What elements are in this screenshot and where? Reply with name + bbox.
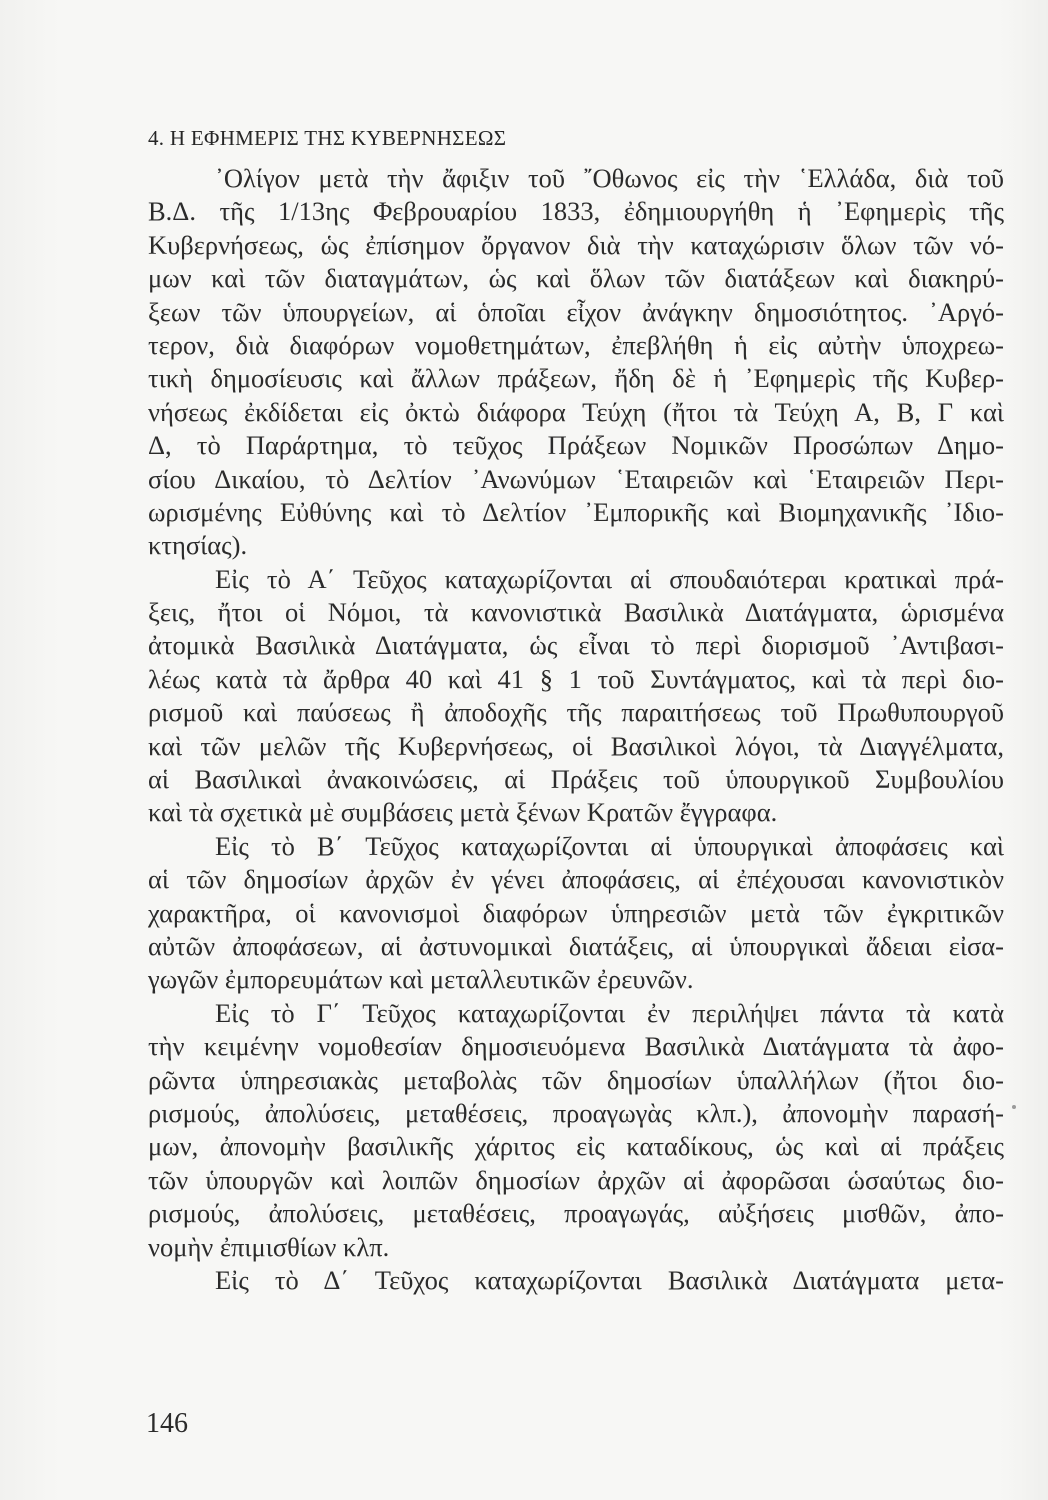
section-heading: 4. Η ΕΦΗΜΕΡΙΣ ΤΗΣ ΚΥΒΕΡΝΗΣΕΩΣ bbox=[148, 126, 507, 150]
text-line: τικὴ δημοσίευσις καὶ ἄλλων πράξεων, ἤδη δὲ ἡ ᾿Εφημερὶς τῆς Κυβερ- bbox=[148, 363, 1004, 394]
text-line: κτησίας). bbox=[148, 530, 248, 561]
text-line: τὴν κειμένην νομοθεσίαν δημοσιευόμενα Βασιλικὰ Διατάγματα τὰ ἀφο- bbox=[148, 1031, 1004, 1062]
text-line: Εἰς τὸ Α΄ Τεῦχος καταχωρίζονται αἱ σπουδαιότεραι κρατικαὶ πρά- bbox=[215, 563, 1004, 594]
text-line: Β.Δ. τῆς 1/13ης Φεβρουαρίου 1833, ἐδημιουργήθη ἡ ᾿Εφημερὶς τῆς bbox=[148, 196, 1004, 227]
text-line: ᾿Ολίγον μετὰ τὴν ἄφιξιν τοῦ ῎Οθωνος εἰς τὴν ῾Ελλάδα, διὰ τοῦ bbox=[215, 163, 1004, 193]
text-line: ξεις, ἤτοι οἱ Νόμοι, τὰ κανονιστικὰ Βασιλικὰ Διατάγματα, ὡρισμένα bbox=[148, 597, 1004, 628]
text-line: λέως κατὰ τὰ ἄρθρα 40 καὶ 41 § 1 τοῦ Συντάγματος, καὶ τὰ περὶ διο- bbox=[148, 663, 1004, 694]
text-line: Κυβερνήσεως, ὡς ἐπίσημον ὄργανον διὰ τὴν καταχώρισιν ὅλων τῶν νό- bbox=[148, 229, 1004, 260]
text-line: τῶν ὑπουργῶν καὶ λοιπῶν δημοσίων ἀρχῶν αἱ ἀφορῶσαι ὡσαύτως διο- bbox=[148, 1164, 1004, 1195]
text-line: ξεων τῶν ὑπουργείων, αἱ ὁποῖαι εἶχον ἀνάγκην δημοσιότητος. ᾿Αργό- bbox=[148, 296, 1004, 327]
text-line: νομὴν ἐπιμισθίων κλπ. bbox=[148, 1231, 390, 1262]
text-line: ρισμούς, ἀπολύσεις, μεταθέσεις, προαγωγάς, αὐξήσεις μισθῶν, ἀπο- bbox=[148, 1198, 1004, 1229]
text-line: σίου Δικαίου, τὸ Δελτίον ᾿Ανωνύμων ῾Εταιρειῶν καὶ ῾Εταιρειῶν Περι- bbox=[148, 463, 1004, 494]
text-line: καὶ τῶν μελῶν τῆς Κυβερνήσεως, οἱ Βασιλικοὶ λόγοι, τὰ Διαγγέλματα, bbox=[148, 730, 1004, 761]
text-line: Εἰς τὸ Γ΄ Τεῦχος καταχωρίζονται ἐν περιλήψει πάντα τὰ κατὰ bbox=[215, 997, 1004, 1028]
text-line: τερον, διὰ διαφόρων νομοθετημάτων, ἐπεβλήθη ἡ εἰς αὐτὴν ὑποχρεω- bbox=[148, 329, 1004, 360]
text-line: μων, ἀπονομὴν βασιλικῆς χάριτος εἰς καταδίκους, ὡς καὶ αἱ πράξεις bbox=[148, 1131, 1004, 1162]
text-line: αὐτῶν ἀποφάσεων, αἱ ἀστυνομικαὶ διατάξεις, αἱ ὑπουργικαὶ ἄδειαι εἰσα- bbox=[148, 930, 1004, 961]
text-line: χαρακτῆρα, οἱ κανονισμοὶ διαφόρων ὑπηρεσιῶν μετὰ τῶν ἐγκριτικῶν bbox=[148, 897, 1004, 928]
text-line: αἱ Βασιλικαὶ ἀνακοινώσεις, αἱ Πράξεις τοῦ ὑπουργικοῦ Συμβουλίου bbox=[148, 764, 1004, 795]
text-line: Δ, τὸ Παράρτημα, τὸ τεῦχος Πράξεων Νομικῶν Προσώπων Δημο- bbox=[148, 430, 1004, 461]
text-line: νήσεως ἐκδίδεται εἰς ὀκτὼ διάφορα Τεύχη (ἤτοι τὰ Τεύχη Α, Β, Γ καὶ bbox=[148, 396, 1004, 427]
text-line: ρισμοῦ καὶ παύσεως ἢ ἀποδοχῆς τῆς παραιτήσεως τοῦ Πρωθυπουργοῦ bbox=[148, 697, 1004, 728]
text-line: ρῶντα ὑπηρεσιακὰς μεταβολὰς τῶν δημοσίων ὑπαλλήλων (ἤτοι διο- bbox=[148, 1064, 1004, 1095]
text-line: ωρισμένης Εὐθύνης καὶ τὸ Δελτίον ᾿Εμπορικῆς καὶ Βιομηχανικῆς ᾿Ιδιο- bbox=[148, 496, 1004, 527]
text-line: Εἰς τὸ Β΄ Τεῦχος καταχωρίζονται αἱ ὑπουργικαὶ ἀποφάσεις καὶ bbox=[215, 830, 1004, 861]
page-number: 146 bbox=[146, 1408, 188, 1439]
text-line: Εἰς τὸ Δ΄ Τεῦχος καταχωρίζονται Βασιλικὰ Διατάγματα μετα- bbox=[215, 1264, 1004, 1295]
text-line: ἀτομικὰ Βασιλικὰ Διατάγματα, ὡς εἶναι τὸ περὶ διορισμοῦ ᾿Αντιβασι- bbox=[148, 630, 1004, 661]
text-line: ρισμούς, ἀπολύσεις, μεταθέσεις, προαγωγὰς κλπ.), ἀπονομὴν παρασή- bbox=[148, 1097, 1004, 1128]
text-line: καὶ τὰ σχετικὰ μὲ συμβάσεις μετὰ ξένων Κρατῶν ἔγγραφα. bbox=[148, 797, 778, 828]
text-line: γωγῶν ἐμπορευμάτων καὶ μεταλλευτικῶν ἐρευνῶν. bbox=[148, 964, 694, 995]
text-line: αἱ τῶν δημοσίων ἀρχῶν ἐν γένει ἀποφάσεις, αἱ ἐπέχουσαι κανονιστικὸν bbox=[148, 864, 1004, 895]
print-speck bbox=[1012, 1105, 1016, 1109]
body-text bbox=[148, 162, 1004, 1297]
text-line: μων καὶ τῶν διαταγμάτων, ὡς καὶ ὅλων τῶν διατάξεων καὶ διακηρύ- bbox=[148, 263, 1004, 294]
